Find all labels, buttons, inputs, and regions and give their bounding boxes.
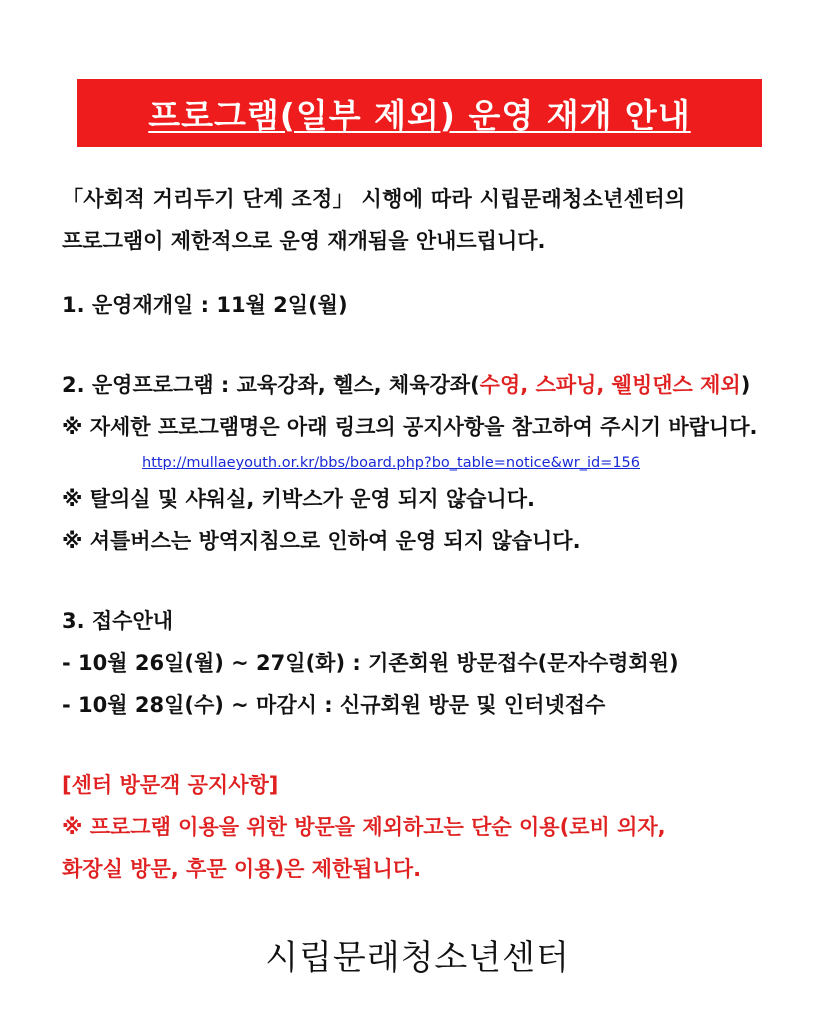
registration-item-existing: - 10월 26일(월) ~ 27일(화) : 기존회원 방문접수(문자수령회원) bbox=[62, 651, 679, 675]
shuttle-note: ※ 셔틀버스는 방역지침으로 인하여 운영 되지 않습니다. bbox=[62, 529, 581, 553]
registration-item-new: - 10월 28일(수) ~ 마감시 : 신규회원 방문 및 인터넷접수 bbox=[62, 693, 606, 717]
program-list-prefix: 2. 운영프로그램 : 교육강좌, 헬스, 체육강좌( bbox=[62, 373, 480, 397]
notice-link[interactable]: http://mullaeyouth.or.kr/bbs/board.php?bo_table=notice&wr_id=156 bbox=[142, 455, 641, 471]
reopen-date: 1. 운영재개일 : 11월 2일(월) bbox=[62, 293, 348, 317]
intro-line-2: 프로그램이 제한적으로 운영 재개됨을 안내드립니다. bbox=[62, 229, 546, 253]
program-list-suffix: ) bbox=[740, 373, 751, 397]
program-note: ※ 자세한 프로그램명은 아래 링크의 공지사항을 참고하여 주시기 바랍니다. bbox=[62, 415, 758, 439]
program-list bbox=[62, 370, 750, 400]
page-title: 프로그램(일부 제외) 운영 재개 안내 bbox=[148, 95, 691, 135]
facility-note: ※ 탈의실 및 샤워실, 키박스가 운영 되지 않습니다. bbox=[62, 487, 535, 511]
center-signature: 시립문래청소년센터 bbox=[265, 938, 570, 978]
registration-heading: 3. 접수안내 bbox=[62, 609, 174, 633]
visitor-notice-line-2: 화장실 방문, 후문 이용)은 제한됩니다. bbox=[62, 857, 422, 881]
visitor-notice-heading: [센터 방문객 공지사항] bbox=[62, 773, 279, 797]
visitor-notice-line-1: ※ 프로그램 이용을 위한 방문을 제외하고는 단순 이용(로비 의자, bbox=[62, 815, 666, 839]
title-banner bbox=[77, 79, 762, 147]
program-excluded: 수영, 스파닝, 웰빙댄스 제외 bbox=[479, 373, 741, 397]
intro-line-1: 「사회적 거리두기 단계 조정」 시행에 따라 시립문래청소년센터의 bbox=[62, 187, 686, 211]
